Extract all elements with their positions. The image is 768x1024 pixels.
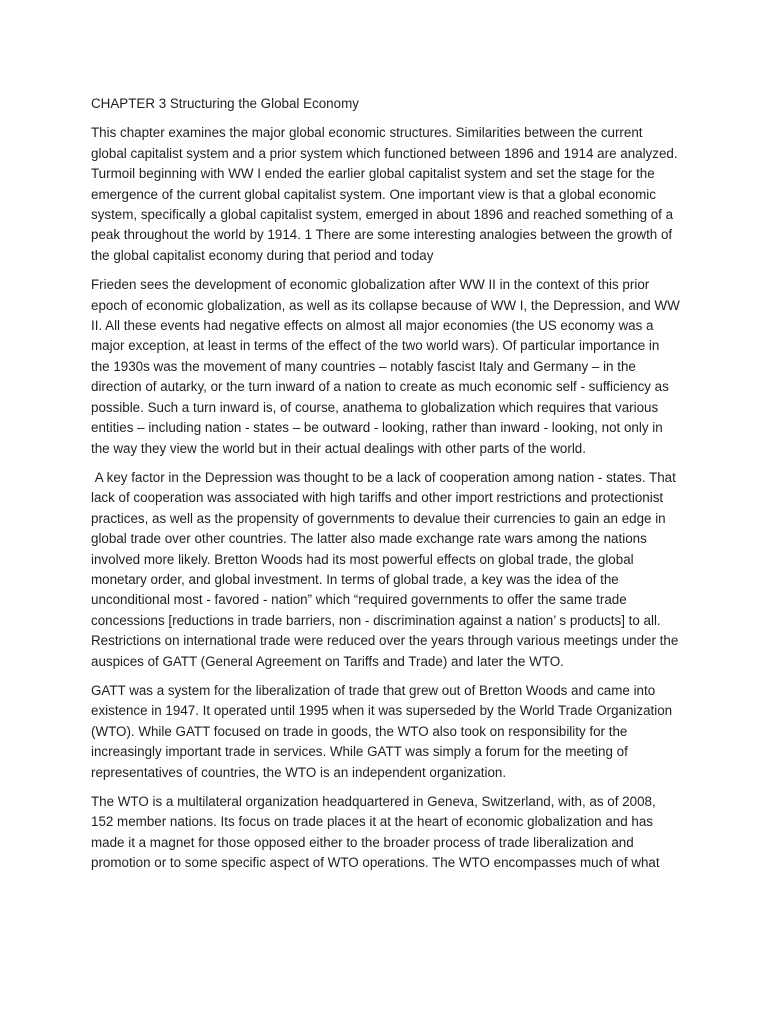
paragraph-frieden: Frieden sees the development of economic globalization after WW II in the context of this prior epoch of economic globalization, as well as its collapse because of WW I, the Depression, and WW II. All these events had negative effects on almost all major economies (the US economy was a major exception, at least in terms of the effect of the two world wars). Of particular importance in the 1930s was the movement of many countries – notably fascist Italy and Germany – in the direction of autarky, or the turn inward of a nation to create as much economic self - sufficiency as possible. Such a turn inward is, of course, anathema to globalization which requires that various entities – including nation - states – be outward - looking, rather than inward - looking, not only in the way they view the world but in their actual dealings with other parts of the world. [91, 277, 680, 456]
chapter-title: CHAPTER 3 Structuring the Global Economy [91, 96, 359, 111]
document-body [91, 94, 681, 883]
paragraph-depression: A key factor in the Depression was thought to be a lack of cooperation among nation - states. That lack of cooperation was associated with high tariffs and other import restrictions and protectionist practices, as well as the propensity of governments to devalue their currencies to gain an edge in global trade over other countries. The latter also made exchange rate wars among the nations involved more likely. Bretton Woods had its most powerful effects on global trade, the global monetary order, and global investment. In terms of global trade, a key was the idea of the unconditional most - favored - nation” which “required governments to offer the same trade concessions [reductions in trade barriers, non - discrimination against a nation’ s products] to all. Restrictions on international trade were reduced over the years through various meetings under the auspices of GATT (General Agreement on Tariffs and Trade) and later the WTO. [91, 469, 683, 669]
paragraph-gatt: GATT was a system for the liberalization of trade that grew out of Bretton Woods and came into existence in 1947. It operated until 1995 when it was superseded by the World Trade Organization (WTO). While GATT focused on trade in goods, the WTO also took on responsibility for the increasingly important trade in services. While GATT was simply a forum for the meeting of representatives of countries, the WTO is an independent organization. [91, 682, 673, 780]
paragraph-intro: This chapter examines the major global economic structures. Similarities between the current global capitalist system and a prior system which functioned between 1896 and 1914 are analyzed. Turmoil beginning with WW I ended the earlier global capitalist system and set the stage for the emergence of the current global capitalist system. One important view is that a global economic system, specifically a global capitalist system, emerged in about 1896 and reached something of a peak throughout the world by 1914. 1 There are some interesting analogies between the growth of the global capitalist economy during that period and today [91, 125, 678, 263]
paragraph-wto: The WTO is a multilateral organization headquartered in Geneva, Switzerland, with, as of 2008, 152 member nations. Its focus on trade places it at the heart of economic globalization and has made it a magnet for those opposed either to the broader process of trade liberalization and promotion or to some specific aspect of WTO operations. The WTO encompasses much of what [91, 794, 660, 871]
